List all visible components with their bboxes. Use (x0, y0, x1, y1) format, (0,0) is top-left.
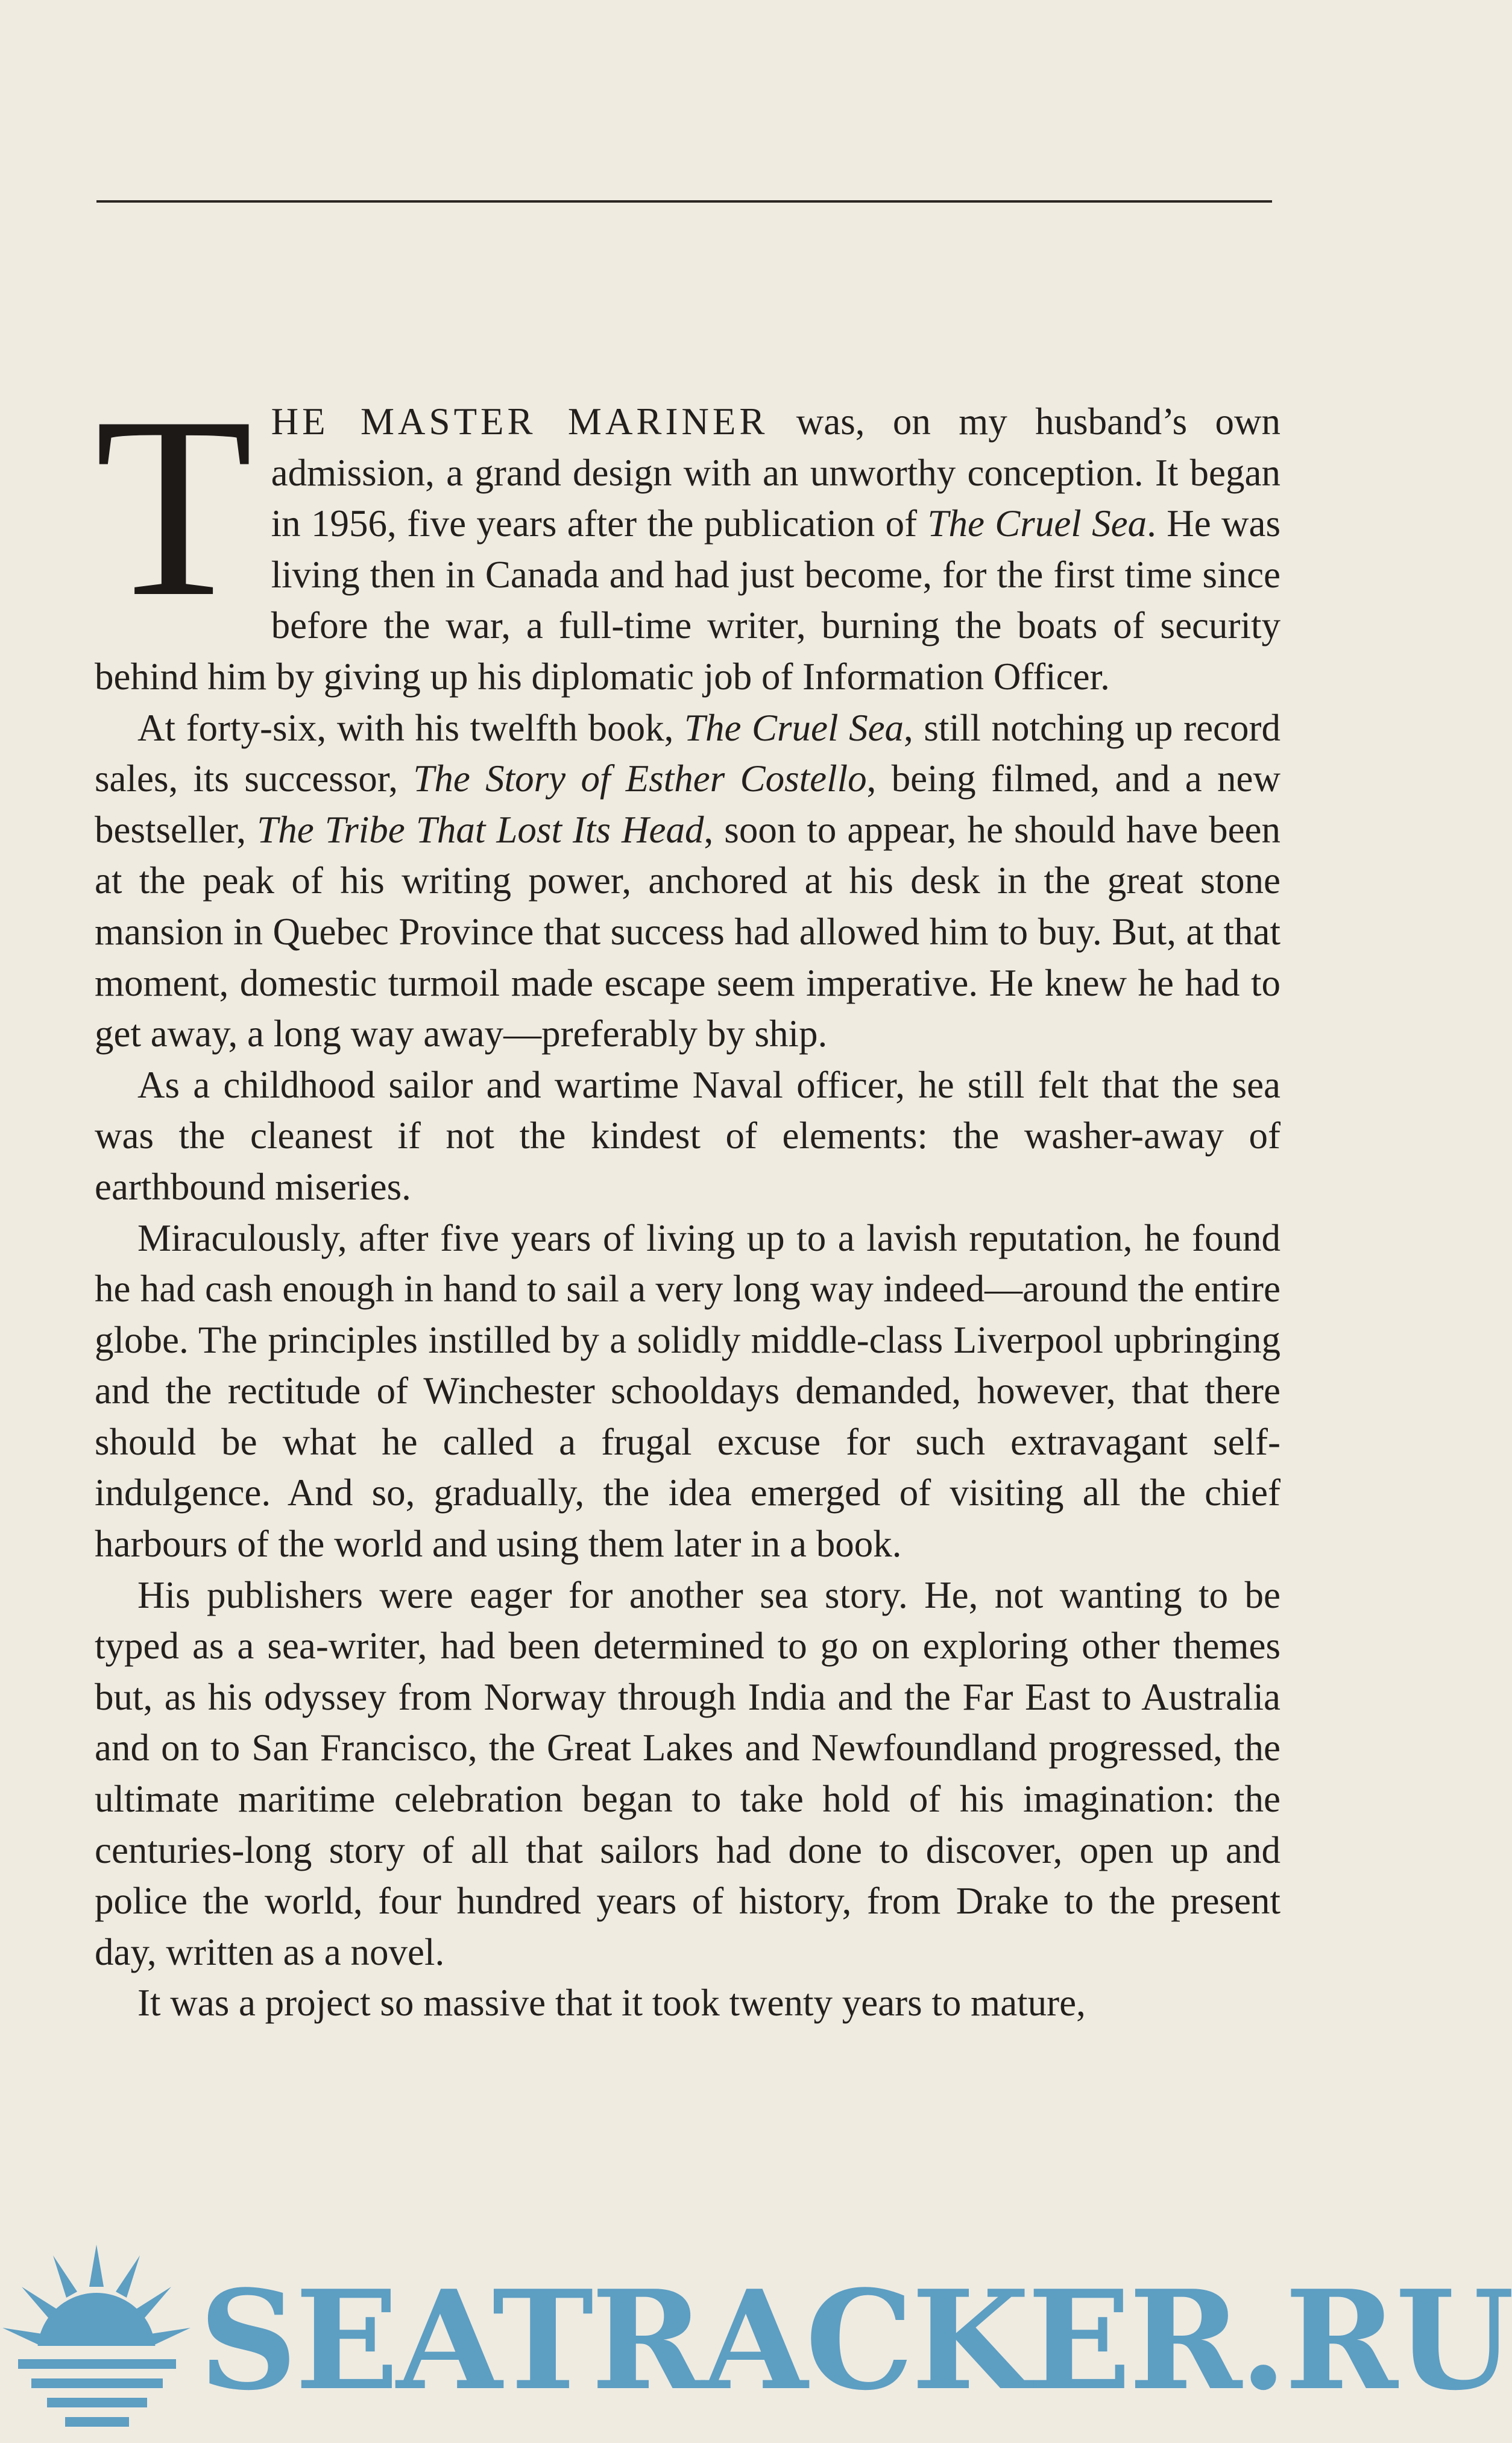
paragraph-6: It was a project so massive that it took twenty years to mature, (137, 1982, 1086, 2024)
p1-text: was, on my husband’s own admission, a grand design with an unworthy conception. It began in 1956, five years after the publication of (271, 400, 1280, 545)
watermark-text: SEATRACKER.RU (199, 2261, 1512, 2421)
p2-book-title-3: The Tribe That Lost Its Head (257, 808, 704, 851)
paragraph-3: As a childhood sailor and wartime Naval officer, he still felt that the sea was the cleanest if not the kindest of elements: the washer-away of earthbound miseries. (95, 1063, 1280, 1208)
p2-text-d: , soon to appear, he should have been at the peak of his writing power, anchored at his desk in the great stone mansion in Quebec Province that success had allowed him to buy. But, at that moment, domestic turmoil made escape seem imperative. He knew he had to get away, a long way away—preferably by ship. (95, 808, 1281, 1055)
drop-cap: T (95, 364, 253, 651)
p2-text-b: , still notching up record sales, its successor, (95, 706, 1280, 800)
p2-book-title-2: The Story of Esther Costello (413, 757, 867, 800)
body-text (95, 364, 1281, 2029)
p2-text-a: At forty-six, with his twelfth book, (137, 706, 684, 749)
p1-text-end: . He was living then in Canada and had just become, for the first time since before the war, a full-time writer, burning the boats of security behind him by giving up his diplomatic job of Information Officer. (95, 502, 1281, 698)
top-rule (96, 200, 1272, 203)
paragraph-5: His publishers were eager for another sea story. He, not wanting to be typed as a sea-writer, had been determined to go on exploring other themes but, as his odyssey from Norway through India and the Far East to Australia and on to San Francisco, the Great Lakes and Newfoundland progressed, the ultimate maritime celebration began to take hold of his imagination: the centuries-long story of all that sailors had done to discover, open up and police the world, four hundred years of history, from Drake to the present day, written as a novel. (95, 1573, 1280, 1973)
paragraph-4: Miraculously, after five years of living up to a lavish reputation, he found he had cash enough in hand to sail a very long way indeed—around the entire globe. The principles instilled by a solidly middle-class Liverpool upbringing and the rectitude of Winchester schooldays demanded, however, that there should be what he called a frugal excuse for such extravagant self-indulgence. And so, gradually, the idea emerged of visiting all the chief harbours of the world and using them later in a book. (95, 1216, 1280, 1566)
paragraph-2 (95, 703, 1280, 1060)
p2-book-title-1: The Cruel Sea (684, 706, 904, 749)
p2-text-c: , being filmed, and a new bestseller, (95, 757, 1280, 851)
opening-small-caps: HE MASTER MARINER (271, 400, 769, 443)
paragraph-1 (95, 364, 1281, 703)
p1-book-title: The Cruel Sea (927, 502, 1147, 545)
